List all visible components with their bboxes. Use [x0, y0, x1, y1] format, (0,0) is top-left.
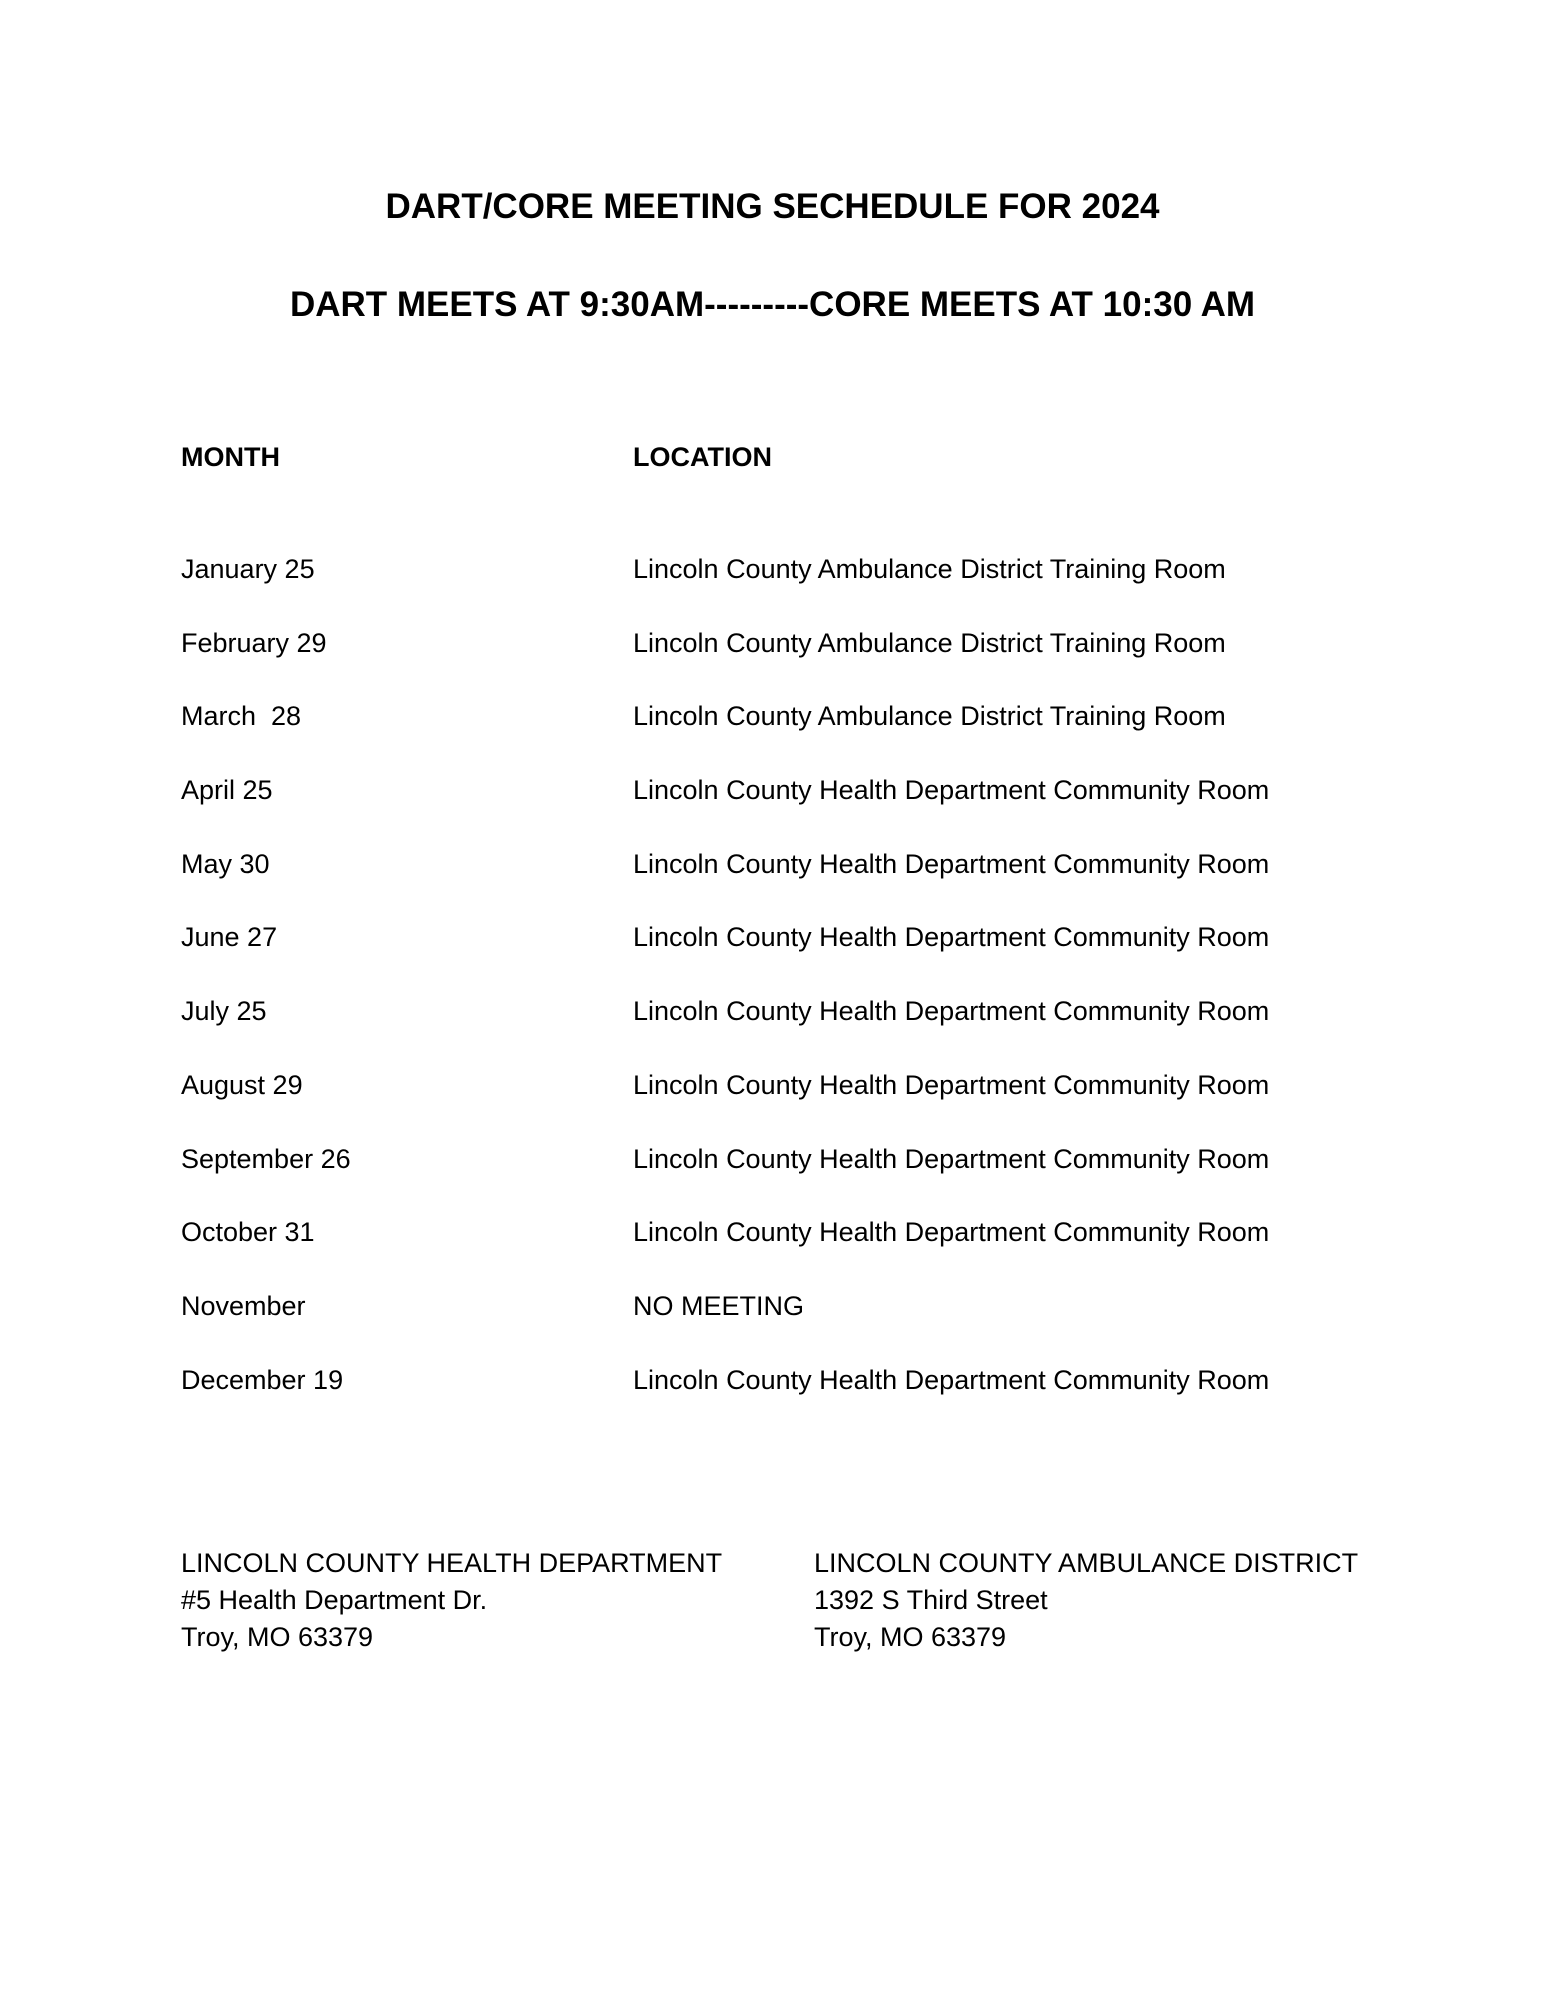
address-name: LINCOLN COUNTY AMBULANCE DISTRICT — [814, 1548, 1359, 1578]
month-cell: June 27 — [181, 922, 278, 953]
schedule-row-february — [0, 626, 1545, 700]
location-cell: Lincoln County Ambulance District Training Room — [633, 627, 1226, 658]
location-cell: NO MEETING — [633, 1290, 805, 1321]
schedule-table — [0, 552, 1545, 1436]
month-column-header: MONTH — [181, 442, 280, 472]
meeting-times-subtitle: DART MEETS AT 9:30AM---------CORE MEETS AT 10:30 AM — [289, 285, 1256, 324]
schedule-row-may — [0, 847, 1545, 921]
location-cell: Lincoln County Health Department Community Room — [633, 922, 1270, 953]
schedule-row-june — [0, 920, 1545, 994]
location-cell: Lincoln County Ambulance District Training Room — [633, 701, 1226, 732]
address-street: #5 Health Department Dr. — [181, 1585, 488, 1615]
location-column-header: LOCATION — [633, 442, 772, 472]
page-title: DART/CORE MEETING SECHEDULE FOR 2024 — [385, 187, 1160, 226]
month-cell: February 29 — [181, 627, 327, 658]
schedule-row-april — [0, 773, 1545, 847]
schedule-row-august — [0, 1068, 1545, 1142]
month-cell: December 19 — [181, 1364, 344, 1395]
month-cell: August 29 — [181, 1069, 303, 1100]
month-cell: January 25 — [181, 554, 315, 584]
location-cell: Lincoln County Health Department Community Room — [633, 1069, 1270, 1100]
address-street: 1392 S Third Street — [814, 1585, 1048, 1615]
schedule-row-september — [0, 1142, 1545, 1216]
schedule-row-october — [0, 1215, 1545, 1289]
location-cell: Lincoln County Health Department Community Room — [633, 848, 1270, 879]
location-cell: Lincoln County Health Department Community Room — [633, 1143, 1270, 1174]
health-department-address — [181, 1545, 722, 1656]
address-city: Troy, MO 63379 — [814, 1622, 1007, 1652]
month-cell: November — [181, 1290, 306, 1321]
month-cell: April 25 — [181, 775, 273, 806]
month-cell: March 28 — [181, 701, 302, 732]
location-cell: Lincoln County Health Department Community Room — [633, 996, 1270, 1027]
location-cell: Lincoln County Health Department Community Room — [633, 1364, 1270, 1395]
month-cell: July 25 — [181, 996, 267, 1027]
schedule-row-november — [0, 1289, 1545, 1363]
address-city: Troy, MO 63379 — [181, 1622, 374, 1652]
location-cell: Lincoln County Health Department Community Room — [633, 775, 1270, 806]
location-cell: Lincoln County Health Department Community Room — [633, 1217, 1270, 1248]
location-cell: Lincoln County Ambulance District Training Room — [633, 554, 1226, 584]
schedule-row-december — [0, 1363, 1545, 1437]
month-cell: October 31 — [181, 1217, 315, 1248]
schedule-row-january — [0, 552, 1545, 626]
month-cell: May 30 — [181, 848, 270, 879]
schedule-row-march — [0, 699, 1545, 773]
month-cell: September 26 — [181, 1143, 351, 1174]
ambulance-district-address — [814, 1545, 1358, 1656]
address-name: LINCOLN COUNTY HEALTH DEPARTMENT — [181, 1548, 723, 1578]
schedule-row-july — [0, 994, 1545, 1068]
